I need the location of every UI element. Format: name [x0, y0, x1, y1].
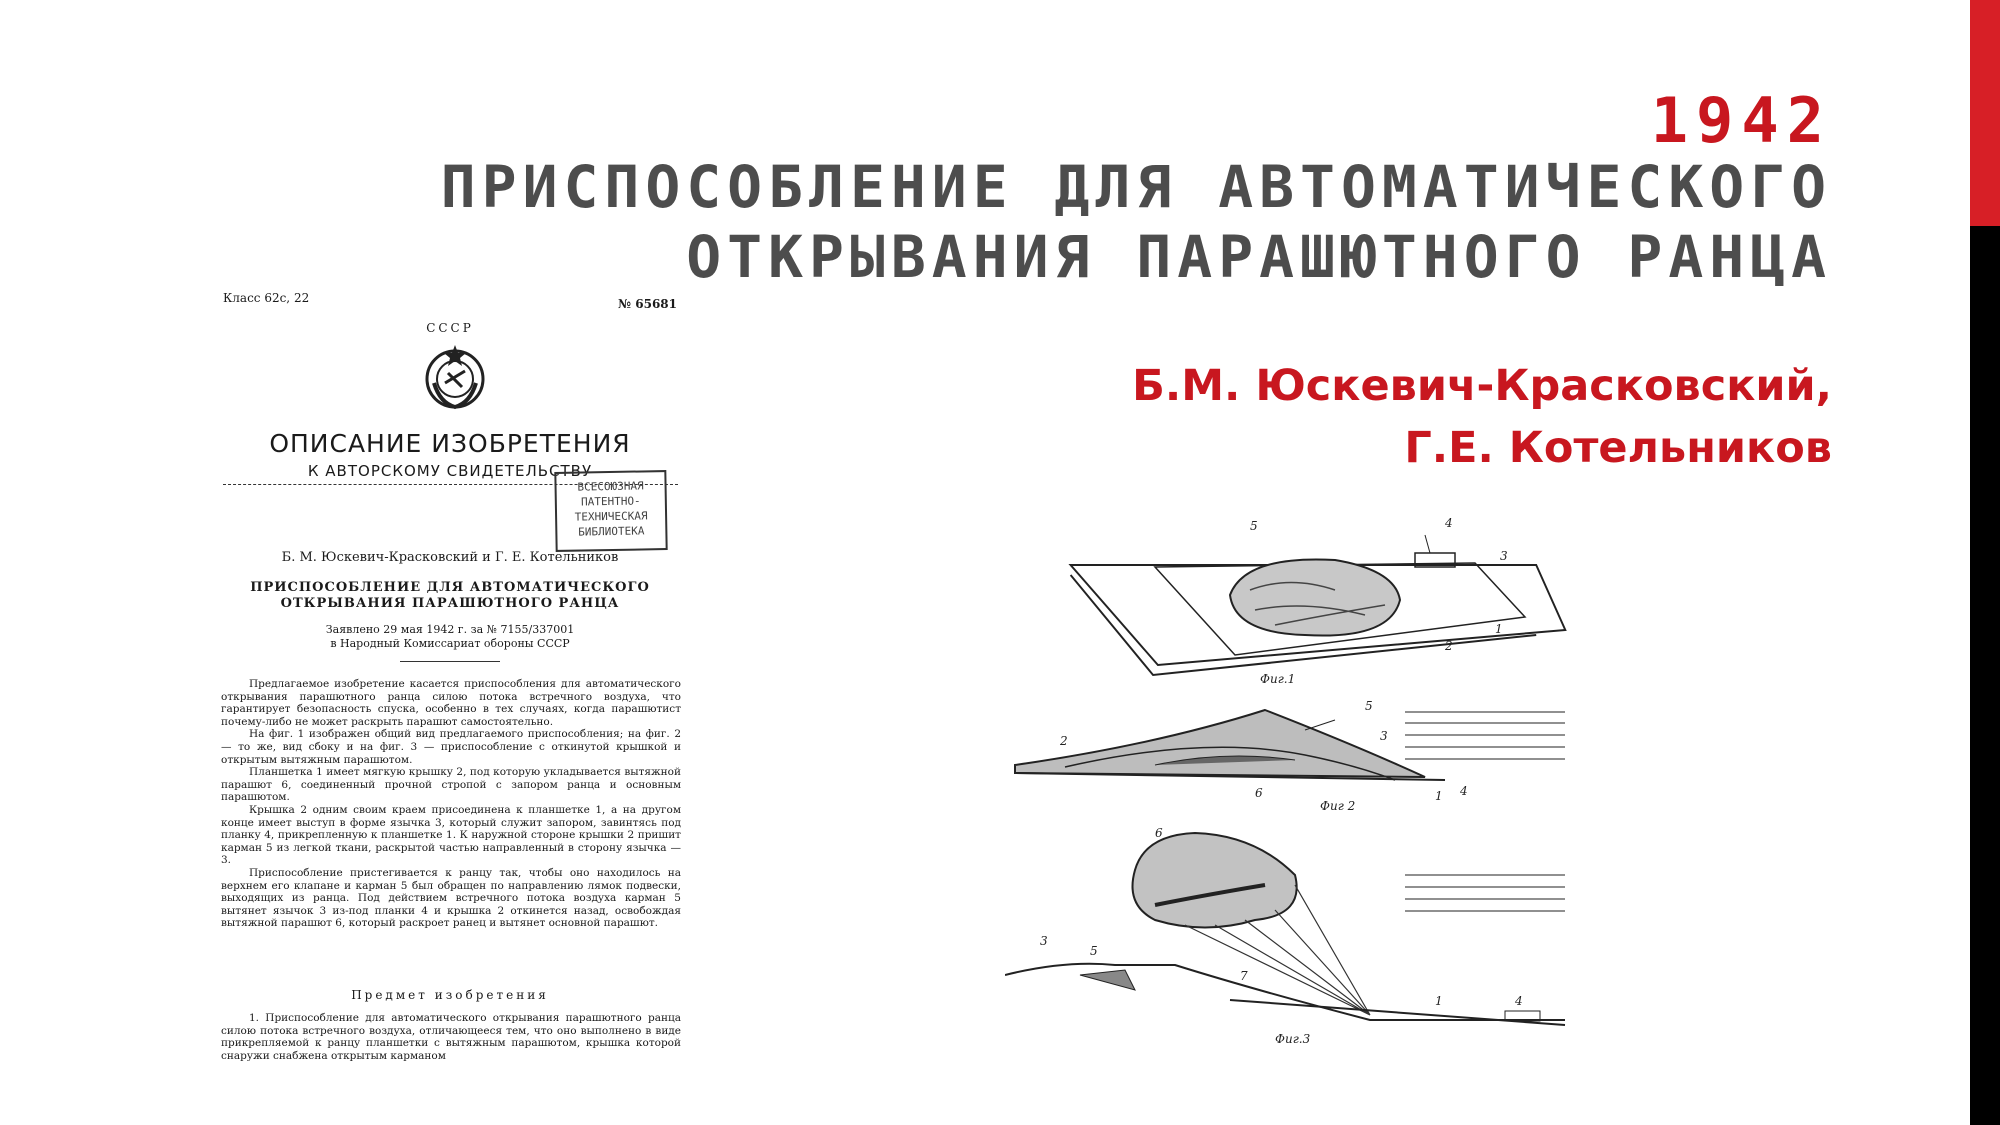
patent-paragraph: Крышка 2 одним своим краем присоединена к планшетке 1, а на другом конце имеет выступ в форме язычка 3, который служит запором, завинтясь под планку 4, прикрепленную к планшетке 1. К наружной стороне крышки 2 пришит карман 5 из легкой ткани, раскрытой частью направленный в сторону язычка — 3.	[221, 803, 681, 867]
slide-year: 1942	[1650, 84, 1832, 157]
author-line: Б.М. Юскевич-Красковский,	[1132, 361, 1832, 411]
figure-label: 6	[1255, 786, 1263, 800]
patent-number: № 65681	[618, 297, 677, 311]
patent-title	[215, 580, 685, 612]
figure-label: 5	[1250, 519, 1258, 533]
figure-caption: Фиг.1	[1260, 672, 1296, 686]
slide-authors	[1132, 355, 1832, 479]
slide-title-line: ОТКРЫВАНИЯ ПАРАШЮТНОГО РАНЦА	[686, 223, 1832, 291]
figure-label: 1	[1495, 622, 1503, 636]
author-line: Г.Е. Котельников	[1404, 423, 1832, 473]
figure-label: 3	[1040, 934, 1048, 948]
patent-body	[221, 678, 681, 930]
figure-2-drawing	[1005, 695, 1575, 820]
library-stamp	[554, 470, 667, 552]
patent-inventors: Б. М. Юскевич-Красковский и Г. Е. Котельников	[281, 550, 619, 565]
patent-filed-line: в Народный Комиссариат обороны СССР	[330, 637, 570, 650]
patent-paragraph: Предлагаемое изобретение касается приспособления для автоматического открывания парашютного ранца силою потока встречного воздуха, что гарантирует безопасность спуска, особенно в тех случаях, когда парашютист почему-либо не может раскрыть парашют самостоятельно.	[221, 678, 681, 728]
stamp-line: БИБЛИОТЕКА	[578, 524, 645, 539]
patent-filed	[215, 623, 685, 651]
patent-heading: ОПИСАНИЕ ИЗОБРЕТЕНИЯ	[269, 429, 631, 458]
figure-label: 6	[1155, 826, 1163, 840]
figure-3-drawing	[1005, 825, 1575, 1065]
patent-country: СССР	[426, 321, 474, 335]
figure-label: 3	[1380, 729, 1388, 743]
stamp-line: ТЕХНИЧЕСКАЯ	[574, 509, 648, 524]
sidebar-accent-black	[1970, 226, 2000, 1125]
figure-label: 3	[1500, 549, 1508, 563]
figure-caption: Фиг.3	[1275, 1032, 1311, 1046]
patent-title-line: ПРИСПОСОБЛЕНИЕ ДЛЯ АВТОМАТИЧЕСКОГО	[250, 580, 650, 595]
figure-label: 4	[1445, 516, 1453, 530]
patent-filed-line: Заявлено 29 мая 1942 г. за № 7155/337001	[325, 623, 575, 636]
figure-label: 4	[1460, 784, 1468, 798]
figure-label: 1	[1435, 789, 1443, 803]
figure-label: 7	[1240, 969, 1248, 983]
slide-title	[232, 152, 1832, 292]
figure-label: 1	[1435, 994, 1443, 1008]
ussr-emblem-icon	[420, 343, 490, 413]
patent-paragraph: Приспособление пристегивается к ранцу так, чтобы оно находилось на верхнем его клапане и карман 5 был обращен по направлению лямок подвески, выходящих из ранца. Под действием встречного потока воздуха карман 5 вытянет язычок 3 из-под планки 4 и крышка 2 откинется назад, освобождая вытяжной парашют 6, который раскроет ранец и вытянет основной парашют.	[221, 866, 681, 930]
patent-paragraph: Планшетка 1 имеет мягкую крышку 2, под которую укладывается вытяжной парашют 6, соединенный прочной стропой с запором ранца и основным парашютом.	[221, 766, 681, 804]
figure-label: 4	[1515, 994, 1523, 1008]
figure-1-drawing	[1005, 515, 1575, 690]
slide-title-line: ПРИСПОСОБЛЕНИЕ ДЛЯ АВТОМАТИЧЕСКОГО	[440, 153, 1832, 221]
patent-class: Класс 62с, 22	[223, 291, 310, 305]
stamp-line: ВСЕСОЮЗНАЯ	[577, 479, 644, 494]
sidebar-accent-red	[1970, 0, 2000, 226]
patent-short-rule	[400, 661, 500, 662]
patent-subheading: К АВТОРСКОМУ СВИДЕТЕЛЬСТВУ	[307, 462, 593, 480]
patent-paragraph: На фиг. 1 изображен общий вид предлагаемого приспособления; на фиг. 2 — то же, вид сбоку и на фиг. 3 — приспособление с откинутой крышкой и открытым вытяжным парашютом.	[221, 728, 681, 766]
patent-title-line: ОТКРЫВАНИЯ ПАРАШЮТНОГО РАНЦА	[280, 596, 620, 611]
figure-label: 2	[1445, 639, 1453, 653]
patent-scan	[215, 285, 685, 1075]
figure-label: 5	[1365, 699, 1373, 713]
figure-caption: Фиг 2	[1320, 799, 1356, 813]
stamp-line: ПАТЕНТНО-	[580, 494, 641, 509]
figure-label: 5	[1090, 944, 1098, 958]
figure-label: 2	[1060, 734, 1068, 748]
patent-subject-heading: Предмет изобретения	[351, 988, 549, 1002]
patent-claim: 1. Приспособление для автоматического открывания парашютного ранца силою потока встречного воздуха, отличающееся тем, что оно выполнено в виде прикрепляемой к ранцу планшетки с вытяжным парашютом, крышка которой снаружи снабжена открытым карманом	[221, 1012, 681, 1062]
